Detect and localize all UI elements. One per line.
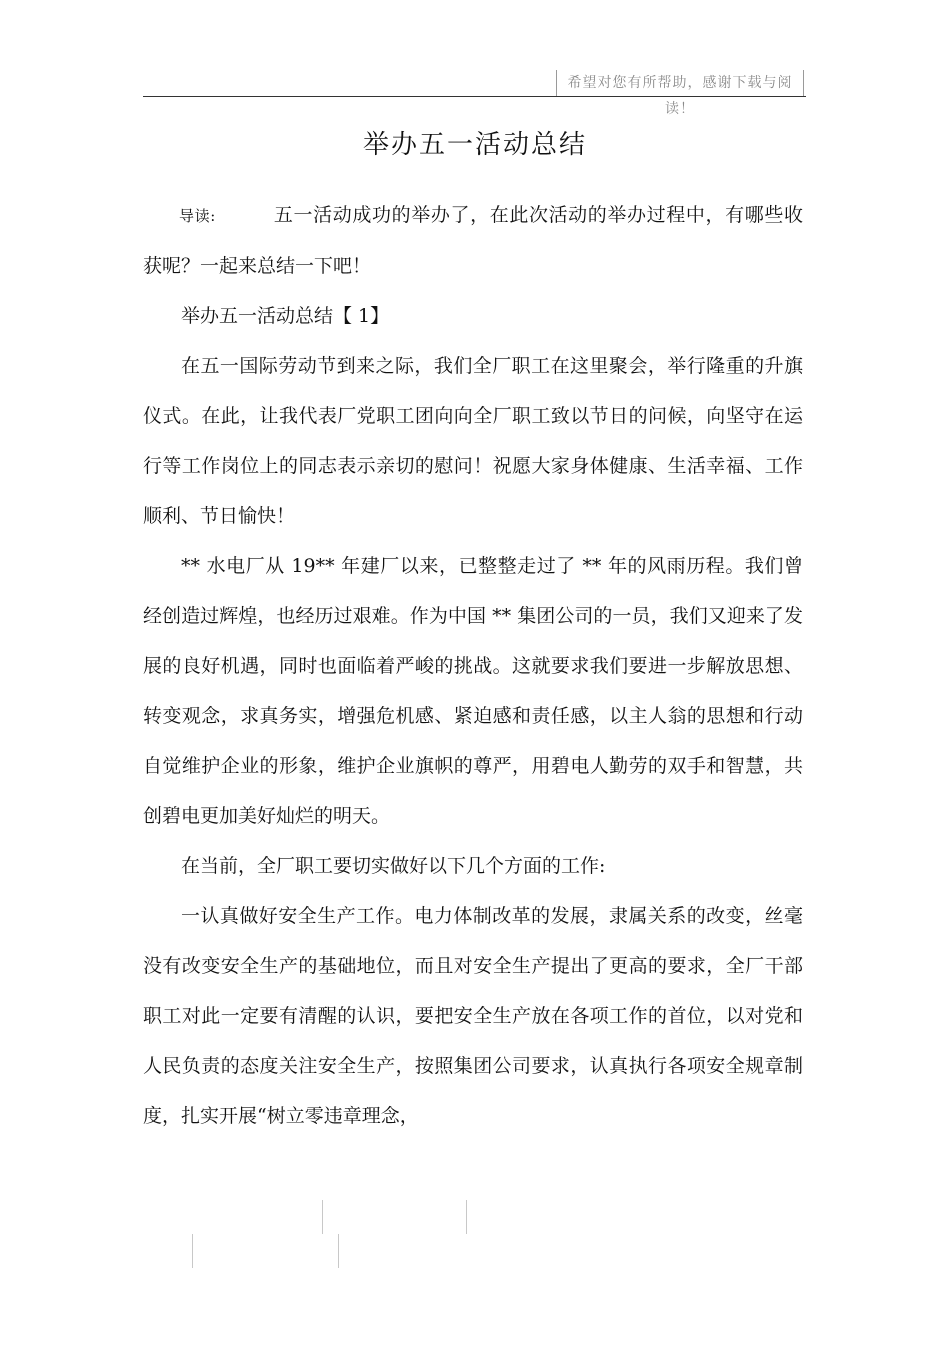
header-note: 希望对您有所帮助，感谢下载与阅读！ bbox=[556, 70, 804, 96]
page-artifact-line bbox=[192, 1234, 193, 1268]
page-artifact-line bbox=[338, 1234, 339, 1268]
body-paragraph: 一认真做好安全生产工作。电力体制改革的发展，隶属关系的改变，丝毫没有改变安全生产的基础地位，而且对安全生产提出了更高的要求，全厂干部职工对此一定要有清醒的认识，要把安全生产放在各项工作的首位，以对党和人民负责的态度关注安全生产，按照集团公司要求，认真执行各项安全规章制度，扎实开展“树立零违章理念， bbox=[143, 905, 803, 1127]
lead-text: 五一活动成功的举办了，在此次活动的举办过程中，有哪些收获呢？一起来总结一下吧！ bbox=[143, 204, 803, 277]
header-rule bbox=[143, 96, 806, 97]
body-paragraph: 在五一国际劳动节到来之际，我们全厂职工在这里聚会，举行隆重的升旗仪式。在此，让我代表厂党职工团向向全厂职工致以节日的问候，向坚守在运行等工作岗位上的同志表示亲切的慰问！祝愿大家身体健康、生活幸福、工作顺利、节日愉快！ bbox=[143, 355, 803, 527]
lead-paragraph bbox=[143, 190, 803, 291]
document-body bbox=[143, 190, 803, 1141]
document-title: 举办五一活动总结 bbox=[362, 130, 587, 160]
lead-label: 导读: bbox=[179, 207, 216, 225]
page-artifact-line bbox=[466, 1200, 467, 1234]
body-paragraph: ** 水电厂从 19** 年建厂以来，已整整走过了 ** 年的风雨历程。我们曾经创造过辉煌，也经历过艰难。作为中国 ** 集团公司的一员，我们又迎来了发展的良好机遇，同时也面临着严峻的挑战。这就要求我们要进一步解放思想、转变观念，求真务实，增强危机感、紧迫感和责任感，以主人翁的思想和行动自觉维护企业的形象，维护企业旗帜的尊严，用碧电人勤劳的双手和智慧，共创碧电更加美好灿烂的明天。 bbox=[143, 555, 803, 827]
body-paragraph: 在当前，全厂职工要切实做好以下几个方面的工作: bbox=[181, 855, 606, 877]
page-artifact-line bbox=[322, 1200, 323, 1234]
section-heading: 举办五一活动总结【 1】 bbox=[181, 305, 390, 327]
